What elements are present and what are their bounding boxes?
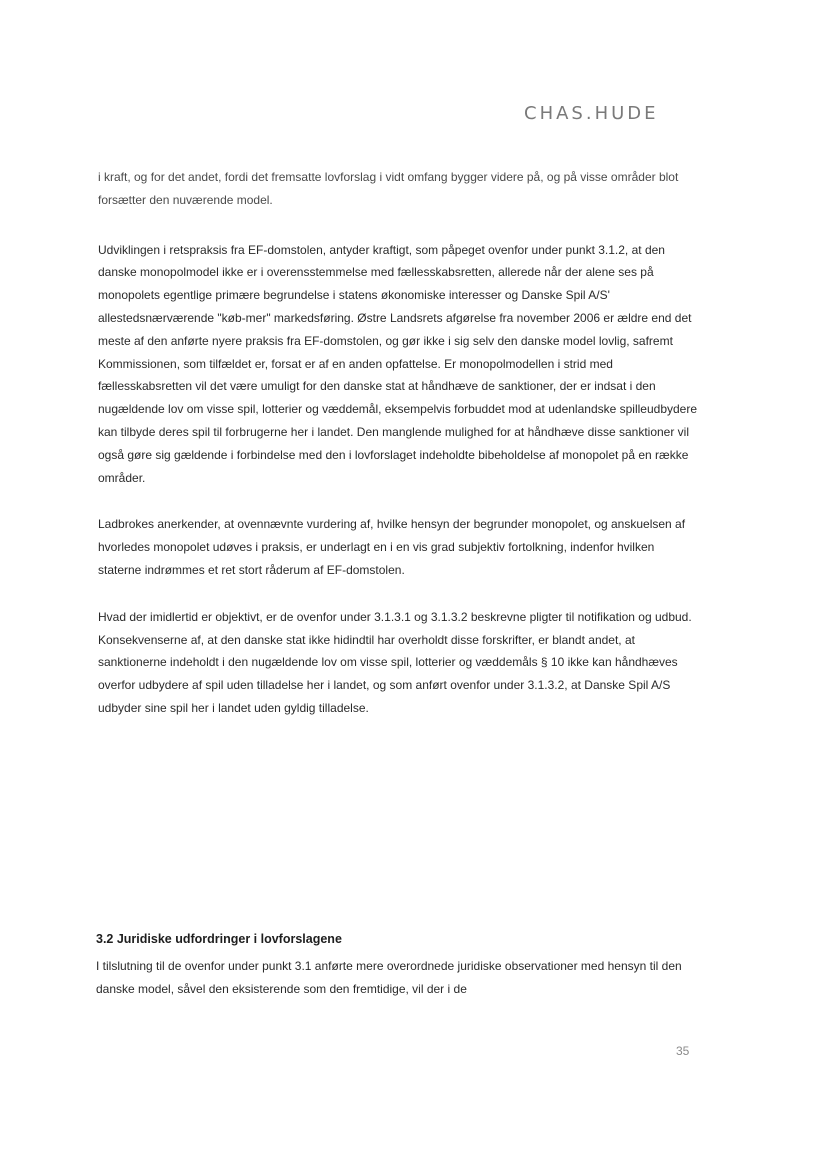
paragraph-2: Udviklingen i retspraksis fra EF-domstolen, antyder kraftigt, som påpeget ovenfor under punkt 3.1.2, at den danske monopolmodel ikke er i overensstemmelse med fællesskabsretten, allerede når der alene ses på monopolets egentlige primære begrundelse i statens økonomiske interesser og Danske Spil A/S' allestedsnærværende "køb-mer" markedsføring. Østre Landsrets afgørelse fra november 2006 er ældre end det meste af den anførte nyere praksis fra EF-domstolen, og gør ikke i sig selv den danske model lovlig, safremt Kommissionen, som tilfældet er, forsat er af en anden opfattelse. Er monopolmodellen i strid med fællesskabsretten vil det være umuligt for den danske stat at håndhæve de sanktioner, der er indsat i den nugældende lov om visse spil, lotterier og væddemål, eksempelvis forbuddet mod at udenlandske spilleudbydere kan tilbyde deres spil til forbrugerne her i landet. Den manglende mulighed for at håndhæve disse sanktioner vil også gøre sig gældende i forbindelse med den i lovforslaget indeholdte bibeholdelse af monopolet på en række områder. [98,242,698,485]
section-heading: 3.2 Juridiske udfordringer i lovforslagene [96,932,342,946]
page-number: 35 [676,1044,690,1058]
body-text [98,166,698,720]
paragraph-3: Ladbrokes anerkender, at ovennævnte vurdering af, hvilke hensyn der begrunder monopolet, og anskuelsen af hvorledes monopolet udøves i praksis, er underlagt en i en vis grad subjektiv fortolkning, indenfor hvilken staterne indrømmes et ret stort råderum af EF-domstolen. [98,517,686,577]
paragraph-1: i kraft, og for det andet, fordi det fremsatte lovforslag i vidt omfang bygger videre på, og på visse områder blot forsætter den nuværende model. [98,170,679,207]
paragraph-4: Hvad der imidlertid er objektivt, er de ovenfor under 3.1.3.1 og 3.1.3.2 beskrevne pligter til notifikation og udbud. Konsekvenserne af, at den danske stat ikke hidindtil har overholdt disse forskrifter, er blandt andet, at sanktionerne indeholdt i den nugældende lov om visse spil, lotterier og væddemåls § 10 ikke kan håndhæves overfor udbydere af spil uden tilladelse her i landet, og som anført ovenfor under 3.1.3.2, at Danske Spil A/S udbyder sine spil her i landet uden gyldig tilladelse. [98,609,692,715]
section-paragraph: I tilslutning til de ovenfor under punkt 3.1 anførte mere overordnede juridiske observationer med hensyn til den danske model, såvel den eksisterende som den fremtidige, vil der i de [96,959,682,996]
company-logo: CHAS.HUDE [524,103,659,124]
